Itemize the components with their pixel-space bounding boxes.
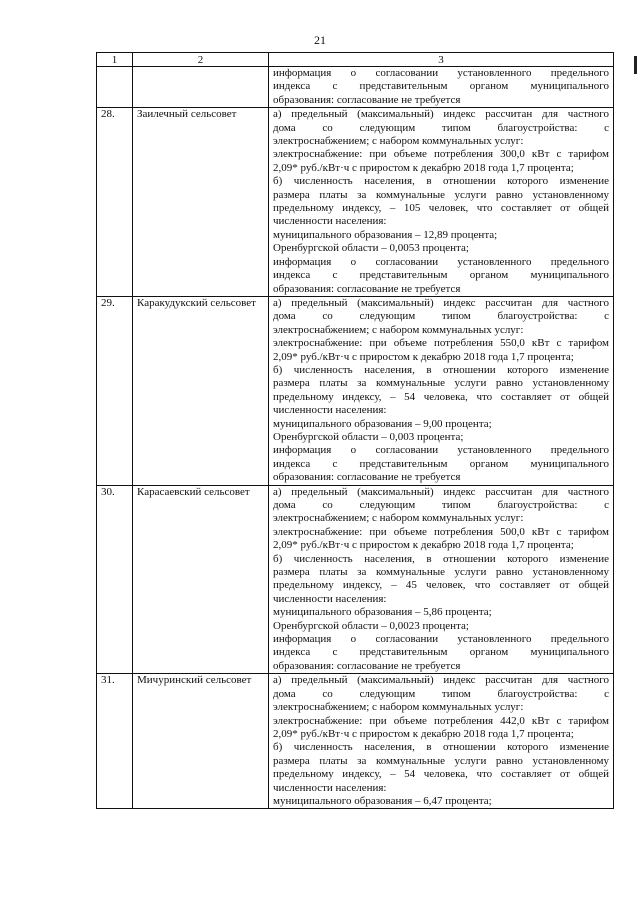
row-number: 31. xyxy=(97,674,133,809)
text-line: численности населения: xyxy=(273,592,387,605)
text-line: предельному индексу, – 105 человек, что составляет от общей xyxy=(273,202,609,215)
index-description xyxy=(269,296,614,485)
index-description xyxy=(269,485,614,674)
text-line: образования: согласование не требуется xyxy=(273,93,461,106)
continuation-num-cell xyxy=(97,67,133,108)
text-line: муниципального образования – 9,00 процента; xyxy=(273,417,492,430)
text-line: электроснабжение: при объеме потребления 500,0 кВт с тарифом xyxy=(273,525,609,538)
index-description xyxy=(269,108,614,297)
text-line: электроснабжение: при объеме потребления 550,0 кВт с тарифом xyxy=(273,337,609,350)
text-line: численности населения: xyxy=(273,781,387,794)
text-line: индекса с представительным органом муниципального xyxy=(273,80,609,93)
municipality-name: Заилечный сельсовет xyxy=(133,108,269,297)
text-line: предельному индексу, – 45 человек, что составляет от общей xyxy=(273,579,609,592)
text-line: муниципального образования – 12,89 процента; xyxy=(273,228,498,241)
table-row xyxy=(97,108,614,297)
row-number: 30. xyxy=(97,485,133,674)
text-line: предельному индексу, – 54 человека, что составляет от общей xyxy=(273,768,609,781)
text-line: а) предельный (максимальный) индекс рассчитан для частного xyxy=(273,674,609,687)
text-line: Оренбургской области – 0,0023 процента; xyxy=(273,619,469,632)
index-description xyxy=(269,674,614,809)
text-line: Оренбургской области – 0,003 процента; xyxy=(273,430,464,443)
text-line: дома со следующим типом благоустройства: с xyxy=(273,687,609,700)
text-line: электроснабжение: при объеме потребления 442,0 кВт с тарифом xyxy=(273,714,609,727)
table-body xyxy=(97,53,614,809)
text-line: дома со следующим типом благоустройства: с xyxy=(273,121,609,134)
text-line: б) численность населения, в отношении которого изменение xyxy=(273,552,609,565)
text-line: 2,09* руб./кВт·ч с приростом к декабрю 2018 года 1,7 процента; xyxy=(273,350,574,363)
text-line: б) численность населения, в отношении которого изменение xyxy=(273,175,609,188)
header-cell-3: 3 xyxy=(269,53,614,67)
municipality-name: Каракудукский сельсовет xyxy=(133,296,269,485)
text-line: а) предельный (максимальный) индекс рассчитан для частного xyxy=(273,485,609,498)
text-line: численности населения: xyxy=(273,404,387,417)
text-line: электроснабжением; с набором коммунальных услуг: xyxy=(273,323,524,336)
text-line: муниципального образования – 6,47 процента; xyxy=(273,794,492,807)
table-header-row xyxy=(97,53,614,67)
municipality-name: Карасаевский сельсовет xyxy=(133,485,269,674)
text-line: образования: согласование не требуется xyxy=(273,659,461,672)
text-line: размера платы за коммунальные услуги равно установленному xyxy=(273,566,609,579)
text-line: индекса с представительным органом муниципального xyxy=(273,646,609,659)
text-line: информация о согласовании установленного предельного xyxy=(273,255,609,268)
text-line: муниципального образования – 5,86 процента; xyxy=(273,606,492,619)
text-line: б) численность населения, в отношении которого изменение xyxy=(273,741,609,754)
municipality-name: Мичуринский сельсовет xyxy=(133,674,269,809)
text-line: электроснабжение: при объеме потребления 300,0 кВт с тарифом xyxy=(273,148,609,161)
continuation-text-cell xyxy=(269,67,614,108)
text-line: информация о согласовании установленного предельного xyxy=(273,444,609,457)
page-number: 21 xyxy=(314,33,326,47)
text-line: индекса с представительным органом муниципального xyxy=(273,457,609,470)
header-cell-2: 2 xyxy=(133,53,269,67)
row-number: 29. xyxy=(97,296,133,485)
row-number: 28. xyxy=(97,108,133,297)
text-line: электроснабжением; с набором коммунальных услуг: xyxy=(273,512,524,525)
text-line: предельному индексу, – 54 человека, что составляет от общей xyxy=(273,390,609,403)
text-line: индекса с представительным органом муниципального xyxy=(273,269,609,282)
table-row xyxy=(97,674,614,809)
text-line: б) численность населения, в отношении которого изменение xyxy=(273,363,609,376)
text-line: а) предельный (максимальный) индекс рассчитан для частного xyxy=(273,108,609,121)
table-row xyxy=(97,296,614,485)
text-line: образования: согласование не требуется xyxy=(273,282,461,295)
text-line: электроснабжением; с набором коммунальных услуг: xyxy=(273,701,524,714)
text-line: а) предельный (максимальный) индекс рассчитан для частного xyxy=(273,296,609,309)
text-line: 2,09* руб./кВт·ч с приростом к декабрю 2018 года 1,7 процента; xyxy=(273,727,574,740)
text-line: дома со следующим типом благоустройства: с xyxy=(273,310,609,323)
scan-edge-mark xyxy=(634,56,637,74)
table-row xyxy=(97,485,614,674)
text-line: дома со следующим типом благоустройства: с xyxy=(273,499,609,511)
text-line: размера платы за коммунальные услуги равно установленному xyxy=(273,188,609,201)
data-table xyxy=(96,52,614,809)
text-line: информация о согласовании установленного предельного xyxy=(273,633,609,646)
text-line: 2,09* руб./кВт·ч с приростом к декабрю 2018 года 1,7 процента; xyxy=(273,539,574,552)
text-line: размера платы за коммунальные услуги равно установленному xyxy=(273,377,609,390)
text-line: размера платы за коммунальные услуги равно установленному xyxy=(273,754,609,767)
continuation-row xyxy=(97,67,614,108)
text-line: Оренбургской области – 0,0053 процента; xyxy=(273,242,469,255)
text-line: численности населения: xyxy=(273,215,387,228)
text-line: информация о согласовании установленного предельного xyxy=(273,67,609,79)
text-line: 2,09* руб./кВт·ч с приростом к декабрю 2018 года 1,7 процента; xyxy=(273,161,574,174)
header-cell-1: 1 xyxy=(97,53,133,67)
text-line: образования: согласование не требуется xyxy=(273,471,461,484)
continuation-name-cell xyxy=(133,67,269,108)
text-line: электроснабжением; с набором коммунальных услуг: xyxy=(273,135,524,148)
